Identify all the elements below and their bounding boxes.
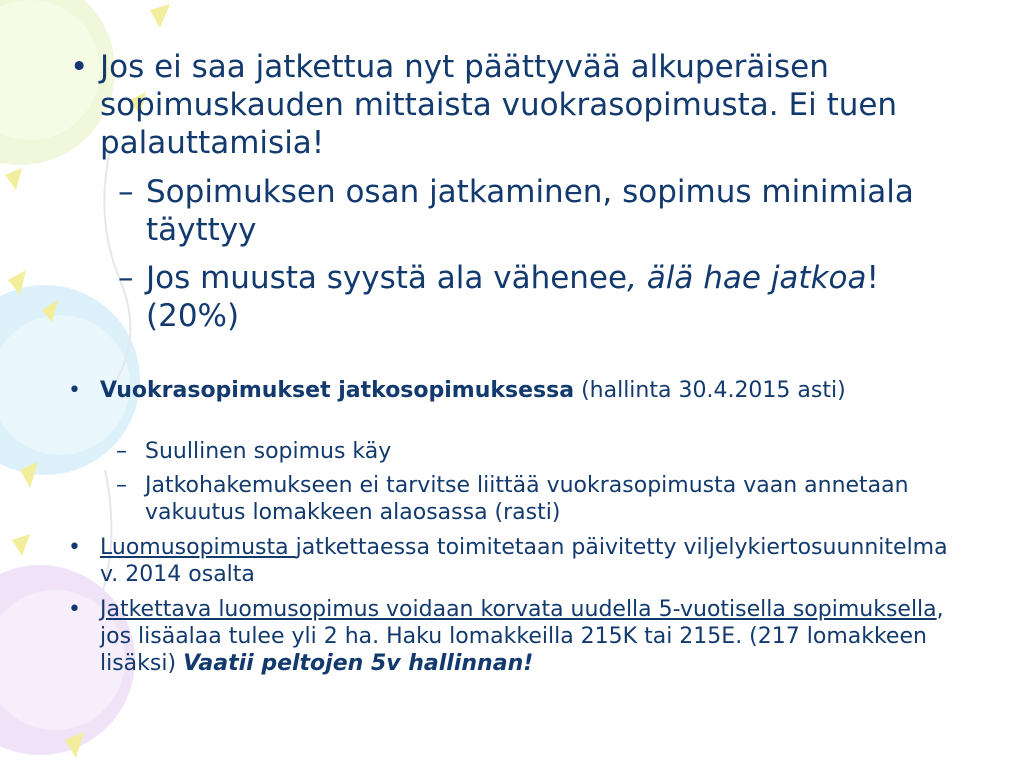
bullet-4-rest: , jos lisäalaa tulee yli 2 ha. Haku lomakkeilla 215K tai 215E. (217 lomakkeen lisäksi): [100, 597, 944, 676]
sub-bullet-1-2-plain: Jos muusta syystä ala vähenee: [146, 260, 628, 296]
bullet-4-emphasis: Vaatii peltojen 5v hallinnan!: [183, 651, 534, 676]
dash-marker: –: [116, 473, 127, 498]
bullet-2-text: [100, 377, 950, 404]
dash-marker: –: [118, 260, 134, 296]
bullet-3-text: [100, 534, 950, 588]
bullet-marker: •: [70, 49, 89, 85]
bullet-marker: •: [68, 378, 81, 403]
sub-bullet-1-2-tail: !(20%): [146, 260, 879, 334]
luomusopimusta-link[interactable]: Luomusopimusta: [100, 535, 296, 560]
sub-bullet-2-2-text: Jatkohakemukseen ei tarvitse liittää vuokrasopimusta vaan annetaan vakuutus lomakkeen alaosassa (rasti): [145, 473, 909, 525]
sub-bullet-1-1-text: Sopimuksen osan jatkaminen, sopimus minimiala täyttyy: [146, 174, 914, 248]
sub-bullet-1-2-italic: , älä hae jatkoa: [627, 260, 867, 296]
bullet-1-text: Jos ei saa jatkettua nyt päättyvää alkuperäisen sopimuskauden mittaista vuokrasopimusta. Ei tuen palauttamisia!: [100, 49, 898, 161]
bullet-2-rest: (hallinta 30.4.2015 asti): [574, 378, 846, 403]
sub-bullet-2-1-text: Suullinen sopimus käy: [145, 439, 392, 464]
bullet-marker: •: [68, 535, 81, 560]
dash-marker: –: [118, 174, 134, 210]
bullet-3-rest: jatkettaessa toimitetaan päivitetty viljelykiertosuunnitelma v. 2014 osalta: [100, 535, 948, 587]
dash-marker: –: [116, 439, 127, 464]
bullet-marker: •: [68, 597, 81, 622]
sub-bullet-1-2-text: [146, 259, 966, 335]
luomusopimus-link[interactable]: Jatkettava luomusopimus voidaan korvata uudella 5-vuotisella sopimuksella: [100, 597, 937, 622]
bullet-4-text: [100, 596, 950, 677]
bullet-2-bold: Vuokrasopimukset jatkosopimuksessa: [100, 378, 575, 403]
